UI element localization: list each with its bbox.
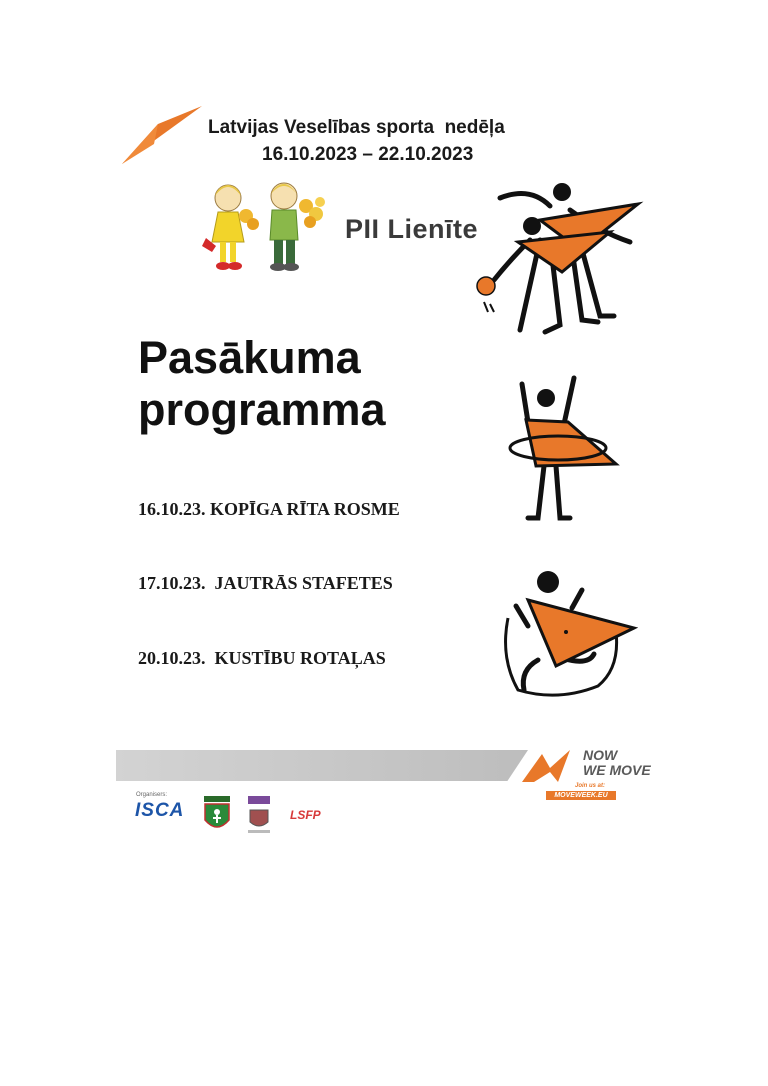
event-item: 17.10.23. JAUTRĀS STAFETES: [138, 573, 393, 593]
program-title-line2: programma: [138, 384, 386, 435]
footer-stripe: [116, 750, 528, 781]
lsfp-logo: LSFP: [290, 808, 321, 822]
event-title: Latvijas Veselības sporta nedēļa: [208, 117, 505, 138]
event-item: 20.10.23. KUSTĪBU ROTAĻAS: [138, 648, 386, 668]
brand-line1: NOW: [583, 747, 618, 763]
kids-illustration-icon: [198, 176, 338, 276]
hula-hoop-figure-icon: [498, 370, 628, 525]
crest-shield-icon: [203, 796, 231, 834]
join-text: Join us at:: [575, 783, 606, 789]
isca-logo: ISCA: [135, 800, 185, 821]
program-title-line1: Pasākuma: [138, 332, 361, 383]
ball-players-figure-icon: [470, 180, 645, 340]
now-we-move-logo-icon: [520, 748, 580, 784]
moveweek-logo-icon: [120, 104, 204, 166]
event-dates: 16.10.2023 – 22.10.2023: [262, 144, 474, 165]
brand-line2: WE MOVE: [583, 762, 651, 778]
jump-rope-figure-icon: [498, 568, 638, 703]
site-url[interactable]: MOVEWEEK.EU: [546, 791, 616, 800]
organisers-label: Organisers:: [136, 792, 168, 798]
event-item: 16.10.23. KOPĪGA RĪTA ROSME: [138, 499, 400, 519]
ministry-emblem-icon: [246, 796, 272, 836]
program-title: [138, 332, 386, 436]
school-name: PII Lienīte: [345, 214, 479, 244]
